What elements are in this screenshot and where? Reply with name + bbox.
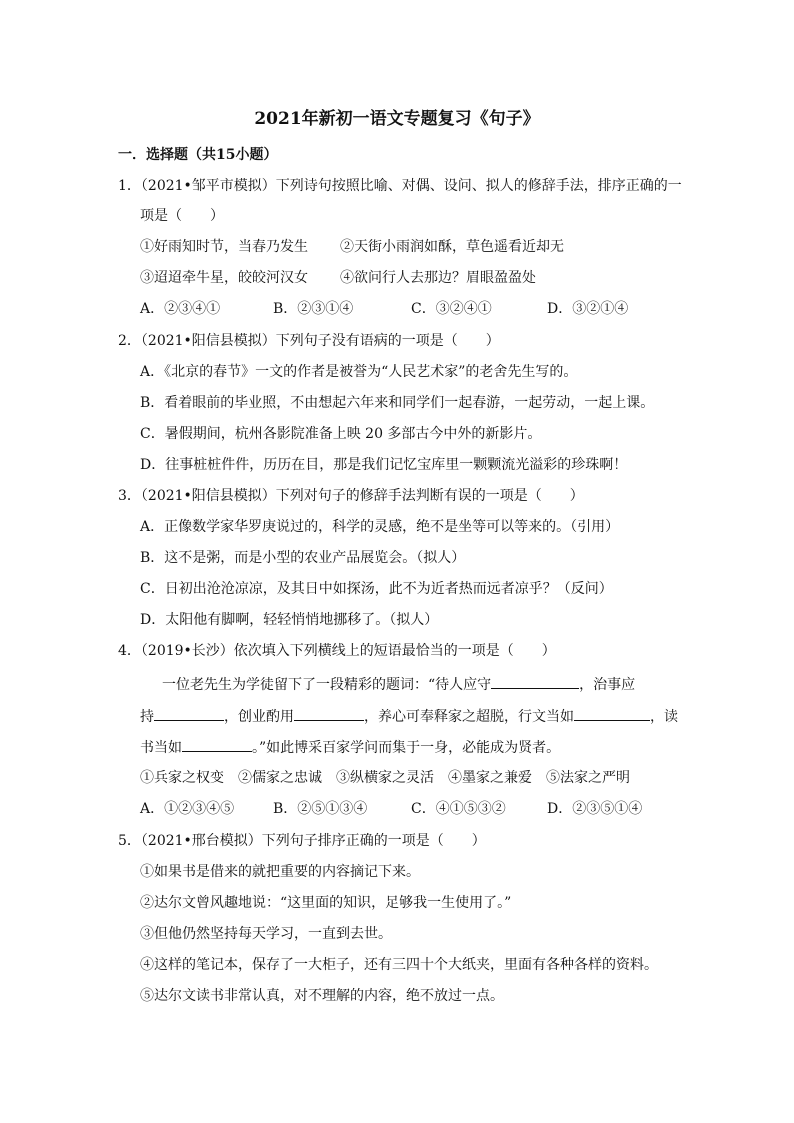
q4-items: ①兵家之权变 ②儒家之忠诚 ③纵横家之灵活 ④墨家之兼爱 ⑤法家之严明	[140, 770, 630, 786]
fill-blank	[154, 706, 224, 721]
q1-option-c: C．③②④①	[411, 301, 492, 317]
q5-item-1: ①如果书是借来的就把重要的内容摘记下来。	[140, 864, 420, 880]
q4-passage-text: 持	[140, 709, 154, 725]
q1-item-2: ②天街小雨润如酥，草色遥看近却无	[340, 239, 564, 255]
q2-option-b: B．看着眼前的毕业照，不由想起六年来和同学们一起春游，一起劳动，一起上课。	[140, 395, 655, 411]
q4-passage-text: ，创业酌用	[224, 709, 294, 725]
q4-passage-line-2	[140, 706, 678, 727]
fill-blank	[574, 706, 650, 721]
q5-item-3: ③但他仍然坚持每天学习，一直到去世。	[140, 926, 392, 942]
q4-option-c: C．④①⑤③②	[411, 801, 506, 817]
q4-option-b: B．②⑤①③④	[273, 801, 368, 817]
q2-option-d: D．往事桩桩件件，历历在目，那是我们记忆宝库里一颗颗流光溢彩的珍珠啊！	[140, 457, 628, 473]
q1-item-3: ③迢迢牵牛星，皎皎河汉女	[140, 270, 308, 286]
q1-option-d: D．③②①④	[547, 301, 629, 317]
q4-stem: 4．（2019•长沙）依次填入下列横线上的短语最恰当的一项是（ ）	[118, 643, 556, 659]
q2-option-a: A．《北京的春节》一文的作者是被誉为“人民艺术家”的老舍先生写的。	[140, 364, 578, 380]
q4-passage-text: 一位老先生为学徒留下了一段精彩的题词：“待人应守	[162, 677, 492, 693]
q3-option-d: D．太阳他有脚啊，轻轻悄悄地挪移了。（拟人）	[140, 612, 439, 628]
q4-passage-line-1	[162, 674, 635, 695]
q3-stem: 3．（2021•阳信县模拟）下列对句子的修辞手法判断有误的一项是（ ）	[118, 488, 584, 504]
q1-item-1: ①好雨知时节，当春乃发生	[140, 239, 308, 255]
q1-item-4: ④欲问行人去那边？眉眼盈盈处	[340, 270, 536, 286]
q2-stem: 2．（2021•阳信县模拟）下列句子没有语病的一项是（ ）	[118, 333, 500, 349]
q5-item-5: ⑤达尔文读书非常认真，对不理解的内容，绝不放过一点。	[140, 988, 504, 1004]
q4-passage-line-3	[140, 737, 560, 758]
q4-passage-text: 书当如	[140, 740, 182, 756]
q4-passage-text: 。”如此博采百家学问而集于一身，必能成为贤者。	[252, 740, 561, 756]
fill-blank	[182, 737, 252, 752]
q1-option-b: B．②③①④	[273, 301, 354, 317]
q3-option-a: A．正像数学家华罗庚说过的，科学的灵感，绝不是坐等可以等来的。（引用）	[140, 519, 620, 535]
q4-passage-text: ，读	[650, 709, 678, 725]
document-title: 2021年新初一语文专题复习《句子》	[254, 109, 540, 129]
q5-stem: 5．（2021•邢台模拟）下列句子排序正确的一项是（ ）	[118, 833, 486, 849]
q4-passage-text: ，养心可奉释家之超脱，行文当如	[364, 709, 574, 725]
q1-stem-cont: 项是（ ）	[140, 208, 224, 224]
section-heading: 一．选择题（共15小题）	[118, 147, 278, 163]
fill-blank	[491, 674, 579, 689]
q3-option-c: C．日初出沧沧凉凉，及其日中如探汤，此不为近者热而远者凉乎？（反问）	[140, 581, 613, 597]
q5-item-2: ②达尔文曾风趣地说：“这里面的知识，足够我一生使用了。”	[140, 895, 512, 911]
q4-option-d: D．②③⑤①④	[547, 801, 643, 817]
q5-item-4: ④这样的笔记本，保存了一大柜子，还有三四十个大纸夹，里面有各种各样的资料。	[140, 957, 658, 973]
q4-option-a: A．①②③④⑤	[140, 801, 235, 817]
q2-option-c: C．暑假期间，杭州各影院准备上映 20 多部古今中外的新影片。	[140, 426, 542, 442]
q4-passage-text: ，治事应	[579, 677, 636, 693]
fill-blank	[294, 706, 364, 721]
q1-option-a: A．②③④①	[140, 301, 221, 317]
q3-option-b: B．这不是粥，而是小型的农业产品展览会。（拟人）	[140, 550, 466, 566]
q1-stem: 1．（2021•邹平市模拟）下列诗句按照比喻、对偶、设问、拟人的修辞手法，排序正确的一	[118, 178, 682, 194]
